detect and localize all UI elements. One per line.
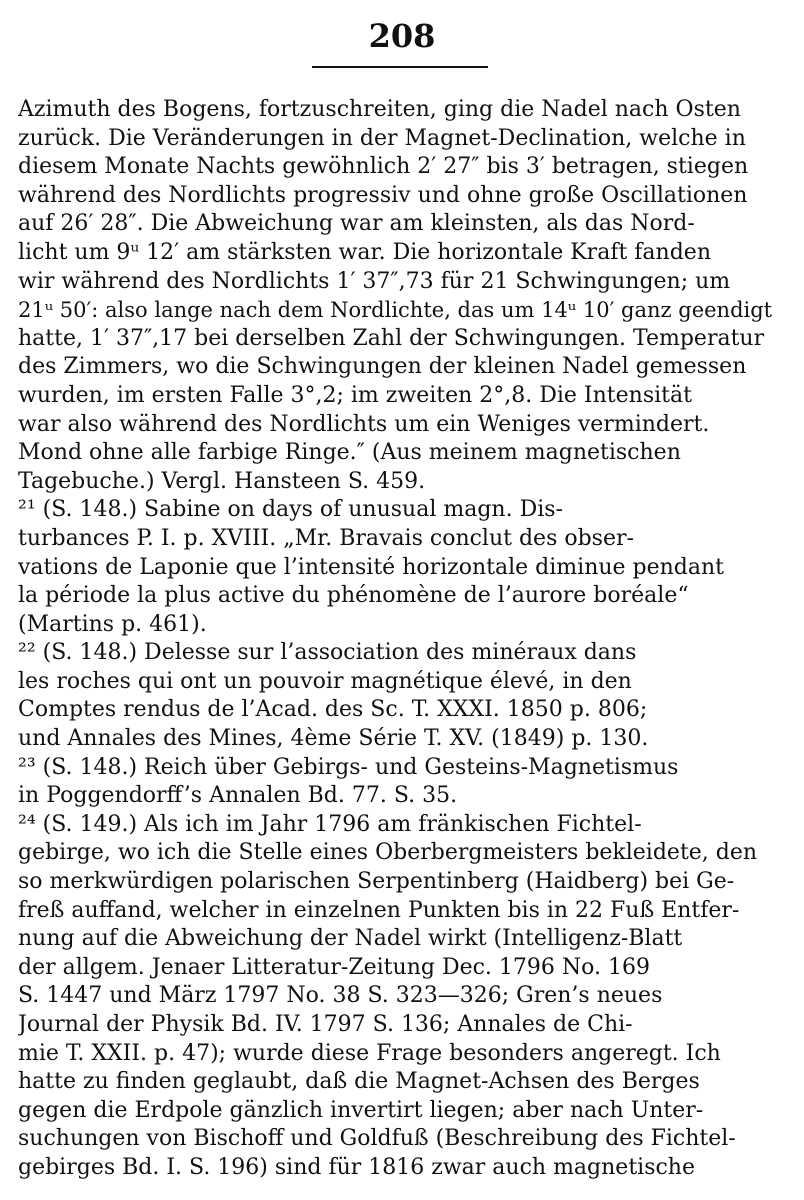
text-line: in Poggendorff’s Annalen Bd. 77. S. 35. <box>18 783 458 809</box>
text-line: des Zimmers, wo die Schwingungen der kleinen Nadel gemessen <box>18 354 747 380</box>
text-line: diesem Monate Nachts gewöhnlich 2′ 27″ bis 3′ betragen, stiegen <box>18 154 749 180</box>
footnote-22-line: ²² (S. 148.) Delesse sur l’association des minéraux dans <box>18 640 637 666</box>
text-line: wir während des Nordlichts 1′ 37″,73 für 21 Schwingungen; um <box>18 268 731 294</box>
text-line: freß auffand, welcher in einzelnen Punkten bis in 22 Fuß Entfer- <box>18 897 740 923</box>
header-rule <box>312 66 488 68</box>
text-line: les roches qui ont un pouvoir magnétique élevé, in den <box>18 668 632 694</box>
text-line: gebirges Bd. I. S. 196) sind für 1816 zwar auch magnetische <box>18 1154 695 1180</box>
text-line: vations de Laponie que l’intensité horizontale diminue pendant <box>18 554 725 580</box>
text-line: Comptes rendus de l’Acad. des Sc. T. XXXI. 1850 p. 806; <box>18 697 648 723</box>
text-line: la période la plus active du phénomène de l’aurore boréale“ <box>18 583 689 609</box>
text-line: während des Nordlichts progressiv und ohne große Oscillationen <box>18 182 748 208</box>
text-line: so merkwürdigen polarischen Serpentinberg (Haidberg) bei Ge- <box>18 869 735 895</box>
text-line: Azimuth des Bogens, fortzuschreiten, ging die Nadel nach Osten <box>18 97 741 122</box>
page-number: 208 <box>368 17 436 55</box>
text-line: hatte zu finden geglaubt, daß die Magnet-Achsen des Berges <box>18 1069 700 1095</box>
text-line: (Martins p. 461). <box>18 611 207 637</box>
text-line: licht um 9ᵘ 12′ am stärksten war. Die horizontale Kraft fanden <box>18 239 711 265</box>
text-line: Mond ohne alle farbige Ringe.″ (Aus meinem magnetischen <box>18 440 681 466</box>
footnote-21-line: ²¹ (S. 148.) Sabine on days of unusual magn. Dis- <box>18 497 563 523</box>
text-line: mie T. XXII. p. 47); wurde diese Frage besonders angeregt. Ich <box>18 1040 721 1066</box>
text-line: gegen die Erdpole gänzlich invertirt liegen; aber nach Unter- <box>18 1097 704 1123</box>
footnote-23-line: ²³ (S. 148.) Reich über Gebirgs- und Gesteins-Magnetismus <box>18 754 679 780</box>
text-line: der allgem. Jenaer Litteratur-Zeitung Dec. 1796 No. 169 <box>18 954 650 980</box>
text-line: suchungen von Bischoff und Goldfuß (Beschreibung des Fichtel- <box>18 1126 736 1152</box>
text-line: 21ᵘ 50′: also lange nach dem Nordlichte, das um 14ᵘ 10′ ganz geendigt <box>18 298 773 323</box>
text-line: gebirge, wo ich die Stelle eines Oberbergmeisters bekleidete, den <box>18 840 758 866</box>
text-line: auf 26′ 28″. Die Abweichung war am kleinsten, als das Nord- <box>18 211 695 237</box>
text-line: hatte, 1′ 37″,17 bei derselben Zahl der Schwingungen. Temperatur <box>18 325 765 351</box>
text-line: zurück. Die Veränderungen in der Magnet-Declination, welche in <box>18 125 746 151</box>
text-line: Tagebuche.) Vergl. Hansteen S. 459. <box>18 468 426 494</box>
footnote-24-line: ²⁴ (S. 149.) Als ich im Jahr 1796 am fränkischen Fichtel- <box>18 811 642 837</box>
text-line: nung auf die Abweichung der Nadel wirkt (Intelligenz-Blatt <box>18 926 683 952</box>
text-line: wurden, im ersten Falle 3°,2; im zweiten 2°,8. Die Intensität <box>18 382 692 408</box>
text-line: und Annales des Mines, 4ème Série T. XV. (1849) p. 130. <box>18 726 649 752</box>
text-line: war also während des Nordlichts um ein Weniges vermindert. <box>18 411 710 437</box>
text-line: S. 1447 und März 1797 No. 38 S. 323—326; Gren’s neues <box>18 983 663 1009</box>
text-line: Journal der Physik Bd. IV. 1797 S. 136; Annales de Chi- <box>18 1012 633 1037</box>
text-line: turbances P. I. p. XVIII. „Mr. Bravais conclut des obser- <box>18 525 634 551</box>
text-body <box>18 96 786 1183</box>
